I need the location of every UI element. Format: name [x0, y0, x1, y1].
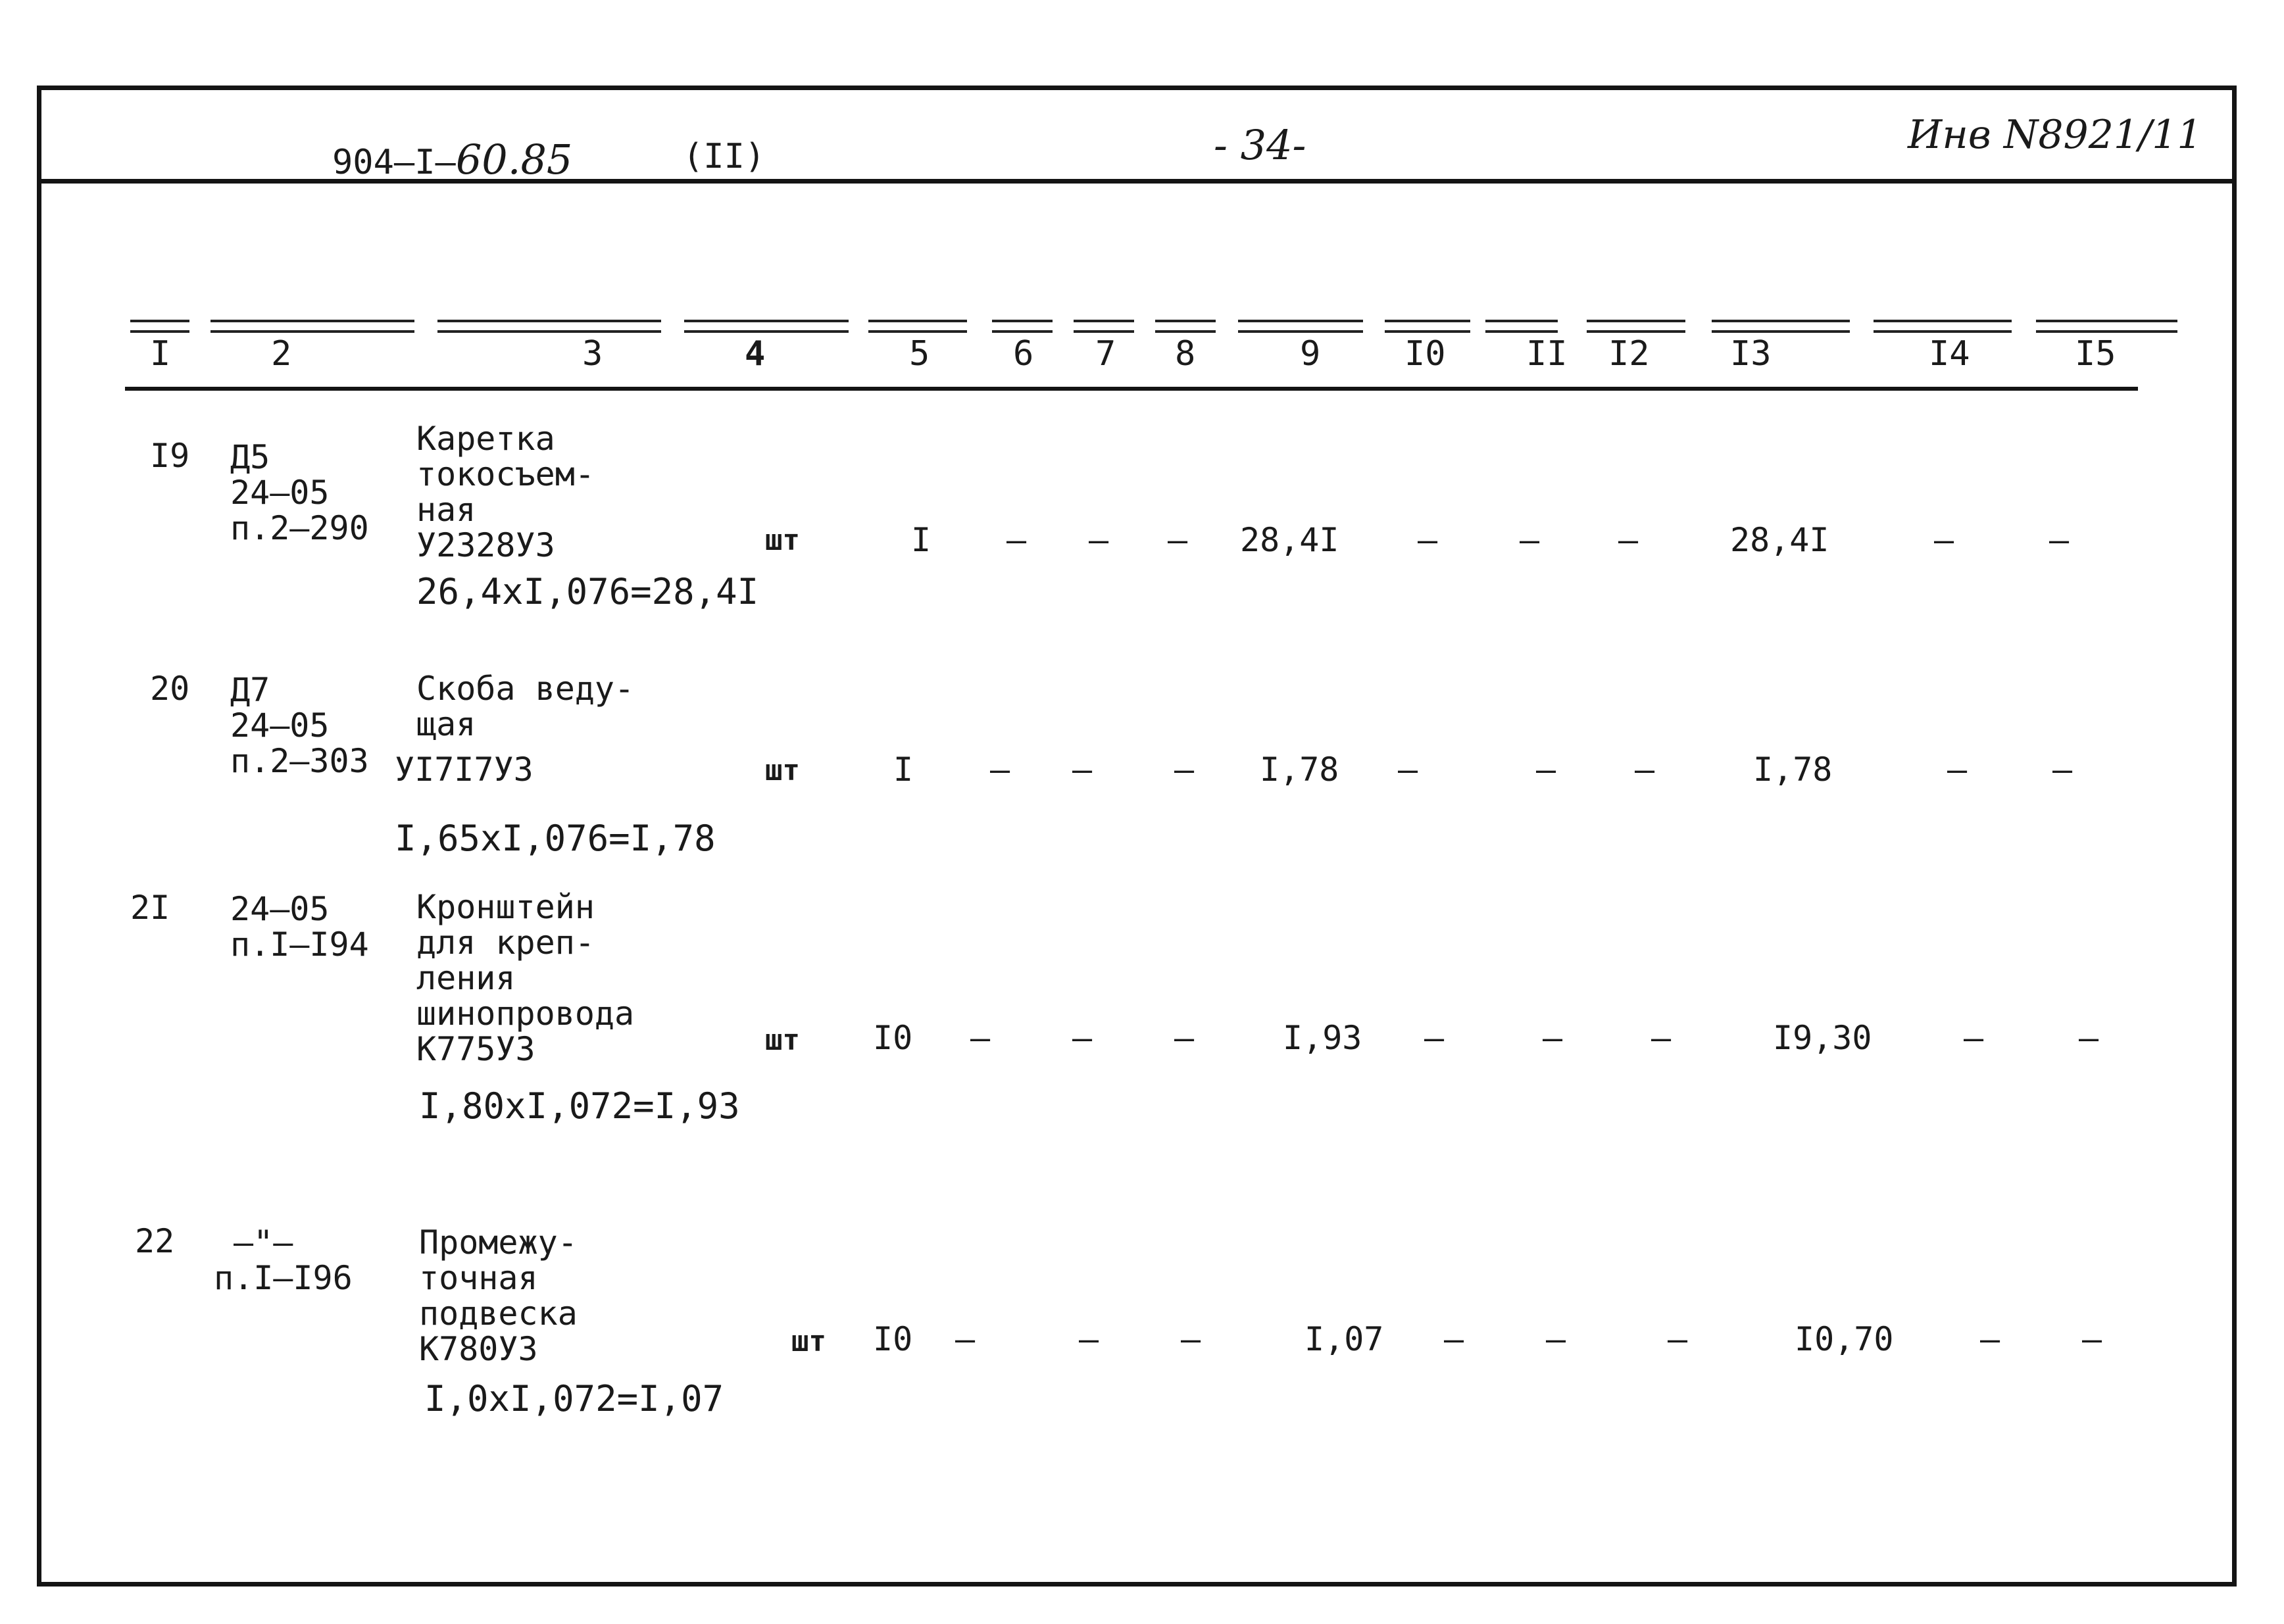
col-header-2: 2	[271, 334, 292, 374]
row-col6: –	[1006, 521, 1027, 559]
col-header-12: I2	[1608, 334, 1650, 374]
row-unit: шт	[765, 1023, 800, 1057]
col-header-1: I	[150, 334, 171, 374]
row-col9: I,93	[1283, 1019, 1362, 1057]
row-calculation: I,80хI,072=I,93	[419, 1085, 740, 1127]
row-quantity: I0	[873, 1320, 913, 1358]
row-quantity: I0	[873, 1019, 913, 1057]
row-col15: –	[2079, 1019, 2099, 1057]
row-number: 22	[135, 1222, 175, 1260]
row-col14: –	[1947, 750, 1968, 789]
col-header-5: 5	[909, 334, 930, 374]
row-quantity: I	[911, 521, 931, 559]
row-col12: –	[1651, 1019, 1672, 1057]
col-header-3: 3	[582, 334, 603, 374]
row-col14: –	[1934, 521, 1954, 559]
row-number: 2I	[130, 889, 170, 927]
col-header-9: 9	[1300, 334, 1321, 374]
col-header-4: 4	[745, 334, 766, 374]
row-col9: I,07	[1304, 1320, 1384, 1358]
row-quantity: I	[893, 750, 914, 789]
row-col7: –	[1089, 521, 1109, 559]
row-col6: –	[990, 750, 1010, 789]
row-name: Скоба веду- щая	[416, 670, 635, 743]
row-name: Каретка токосъем- ная У2328У3	[416, 420, 595, 564]
row-calculation: 26,4хI,076=28,4I	[416, 571, 759, 612]
row-col9: 28,4I	[1240, 521, 1339, 559]
col-header-10: I0	[1404, 334, 1446, 374]
row-col13: I9,30	[1773, 1019, 1872, 1057]
row-unit: шт	[765, 754, 800, 787]
row-name: Промежу- точная подвеска К780У3	[419, 1223, 578, 1368]
row-col7: –	[1072, 750, 1093, 789]
row-number: 20	[150, 670, 190, 708]
row-col10: –	[1424, 1019, 1445, 1057]
row-col10: –	[1418, 521, 1438, 559]
row-unit: шт	[791, 1325, 826, 1358]
row-col14: –	[1964, 1019, 1984, 1057]
col-header-14: I4	[1929, 334, 1970, 374]
row-col13: I0,70	[1795, 1320, 1894, 1358]
page-number: - 34-	[1214, 121, 1306, 169]
col-header-7: 7	[1095, 334, 1116, 374]
row-reference: Д7 24–05 п.2–303	[230, 671, 369, 780]
row-col6: –	[970, 1019, 991, 1057]
row-col15: –	[2052, 750, 2073, 789]
row-reference: Д5 24–05 п.2–290	[230, 438, 369, 547]
row-col6: –	[955, 1320, 976, 1358]
row-col13: I,78	[1753, 750, 1833, 789]
row-code: УI7I7У3	[395, 750, 534, 789]
row-calculation: I,65хI,076=I,78	[395, 818, 716, 859]
row-reference: –"– п.I–I96	[214, 1223, 353, 1297]
col-header-6: 6	[1013, 334, 1034, 374]
col-header-11: II	[1526, 334, 1568, 374]
row-col15: –	[2049, 521, 2070, 559]
col-header-15: I5	[2075, 334, 2116, 374]
column-header-rule	[125, 387, 2138, 391]
row-name: Кронштейн для креп- ления шинопровода К775У3	[416, 888, 635, 1068]
row-col8: –	[1181, 1320, 1201, 1358]
row-reference: 24–05 п.I–I94	[230, 890, 369, 964]
row-col10: –	[1398, 750, 1418, 789]
page-frame	[37, 86, 2237, 1587]
row-col12: –	[1618, 521, 1639, 559]
row-col10: –	[1444, 1320, 1464, 1358]
row-col9: I,78	[1260, 750, 1339, 789]
row-col7: –	[1072, 1019, 1093, 1057]
row-col11: –	[1543, 1019, 1563, 1057]
row-col12: –	[1635, 750, 1655, 789]
col-header-8: 8	[1175, 334, 1196, 374]
row-col8: –	[1174, 1019, 1195, 1057]
col-header-13: I3	[1730, 334, 1772, 374]
row-col11: –	[1536, 750, 1556, 789]
part-label: (II)	[683, 137, 766, 176]
doc-code-handwritten: 60.85	[455, 135, 573, 184]
row-calculation: I,0хI,072=I,07	[424, 1378, 724, 1419]
row-col11: –	[1520, 521, 1540, 559]
row-col13: 28,4I	[1730, 521, 1829, 559]
row-col8: –	[1174, 750, 1195, 789]
doc-code	[332, 135, 573, 184]
row-col14: –	[1980, 1320, 2000, 1358]
row-col15: –	[2082, 1320, 2102, 1358]
inventory-number: Инв N8921/11	[1908, 112, 2202, 158]
row-unit: шт	[765, 524, 800, 557]
row-number: I9	[150, 437, 190, 475]
row-col7: –	[1079, 1320, 1099, 1358]
row-col12: –	[1668, 1320, 1688, 1358]
doc-code-printed: 904–I–	[332, 143, 456, 182]
row-col8: –	[1168, 521, 1188, 559]
row-col11: –	[1546, 1320, 1566, 1358]
